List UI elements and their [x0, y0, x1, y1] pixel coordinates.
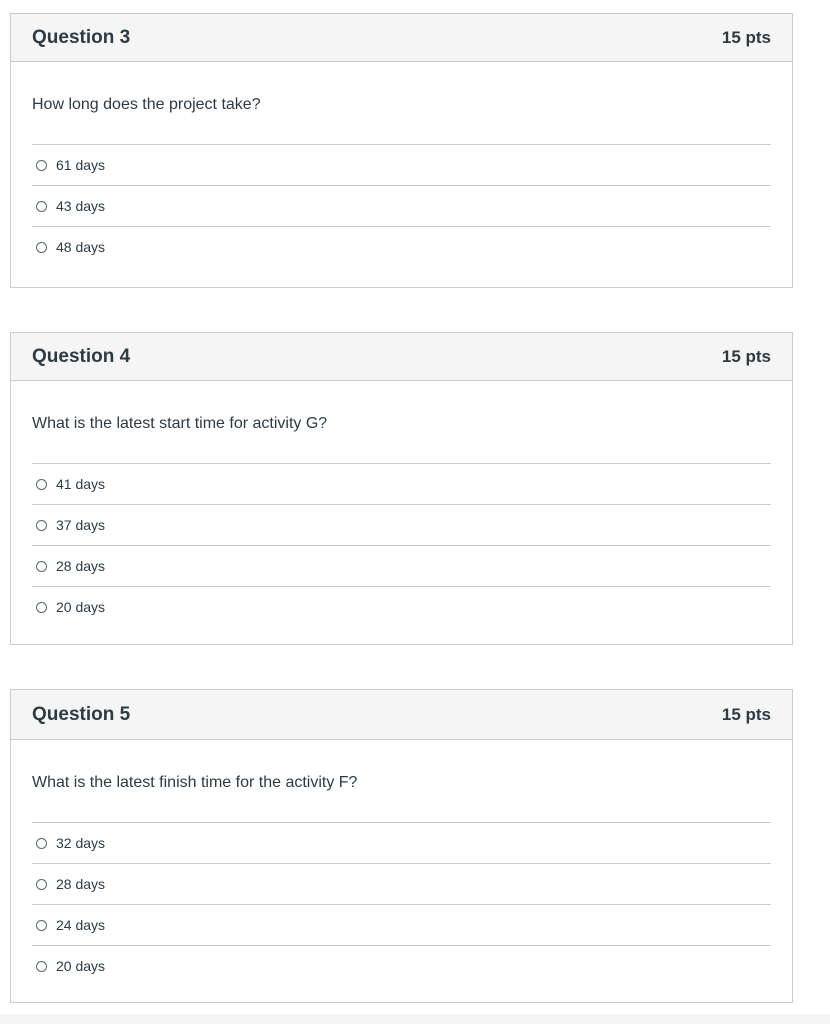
question-title: Question 5 — [32, 703, 131, 725]
question-header — [11, 14, 792, 62]
answer-option[interactable] — [32, 227, 771, 267]
answer-option[interactable] — [32, 823, 771, 864]
answer-label: 43 days — [56, 198, 106, 214]
question-points: 15 pts — [721, 704, 771, 724]
question-title: Question 3 — [32, 26, 131, 48]
question-prompt: What is the latest start time for activity G? — [32, 415, 328, 432]
answer-label: 32 days — [56, 835, 106, 851]
radio-button-icon[interactable] — [36, 520, 47, 531]
answer-label: 20 days — [56, 599, 106, 615]
answer-label: 28 days — [56, 876, 106, 892]
answer-label: 20 days — [56, 958, 106, 974]
question-body — [11, 381, 792, 627]
radio-button-icon[interactable] — [36, 479, 47, 490]
question-card-5 — [10, 689, 793, 1003]
answer-option[interactable] — [32, 546, 771, 587]
radio-button-icon[interactable] — [36, 961, 47, 972]
radio-button-icon[interactable] — [36, 838, 47, 849]
question-title: Question 4 — [32, 345, 131, 367]
question-prompt: What is the latest finish time for the activity F? — [32, 774, 358, 791]
question-card-4 — [10, 332, 793, 645]
question-body — [11, 62, 792, 267]
question-points: 15 pts — [721, 346, 771, 366]
radio-button-icon[interactable] — [36, 242, 47, 253]
answer-option[interactable] — [32, 145, 771, 186]
radio-button-icon[interactable] — [36, 920, 47, 931]
answer-label: 28 days — [56, 558, 106, 574]
answer-option[interactable] — [32, 186, 771, 227]
radio-button-icon[interactable] — [36, 561, 47, 572]
answer-label: 37 days — [56, 517, 106, 533]
radio-button-icon[interactable] — [36, 879, 47, 890]
radio-button-icon[interactable] — [36, 602, 47, 613]
answer-option[interactable] — [32, 464, 771, 505]
answer-list — [32, 822, 771, 986]
answer-option[interactable] — [32, 905, 771, 946]
answer-list — [32, 463, 771, 627]
question-points: 15 pts — [721, 27, 771, 47]
radio-button-icon[interactable] — [36, 160, 47, 171]
question-header — [11, 690, 792, 740]
question-header — [11, 333, 792, 381]
question-prompt: How long does the project take? — [32, 96, 261, 113]
answer-list — [32, 144, 771, 267]
question-body — [11, 740, 792, 986]
answer-option[interactable] — [32, 946, 771, 986]
answer-label: 61 days — [56, 157, 106, 173]
page-bottom-edge — [0, 1014, 830, 1024]
answer-label: 24 days — [56, 917, 106, 933]
answer-option[interactable] — [32, 864, 771, 905]
answer-option[interactable] — [32, 505, 771, 546]
question-card-3 — [10, 13, 793, 288]
answer-label: 41 days — [56, 476, 106, 492]
answer-label: 48 days — [56, 239, 106, 255]
answer-option[interactable] — [32, 587, 771, 627]
radio-button-icon[interactable] — [36, 201, 47, 212]
